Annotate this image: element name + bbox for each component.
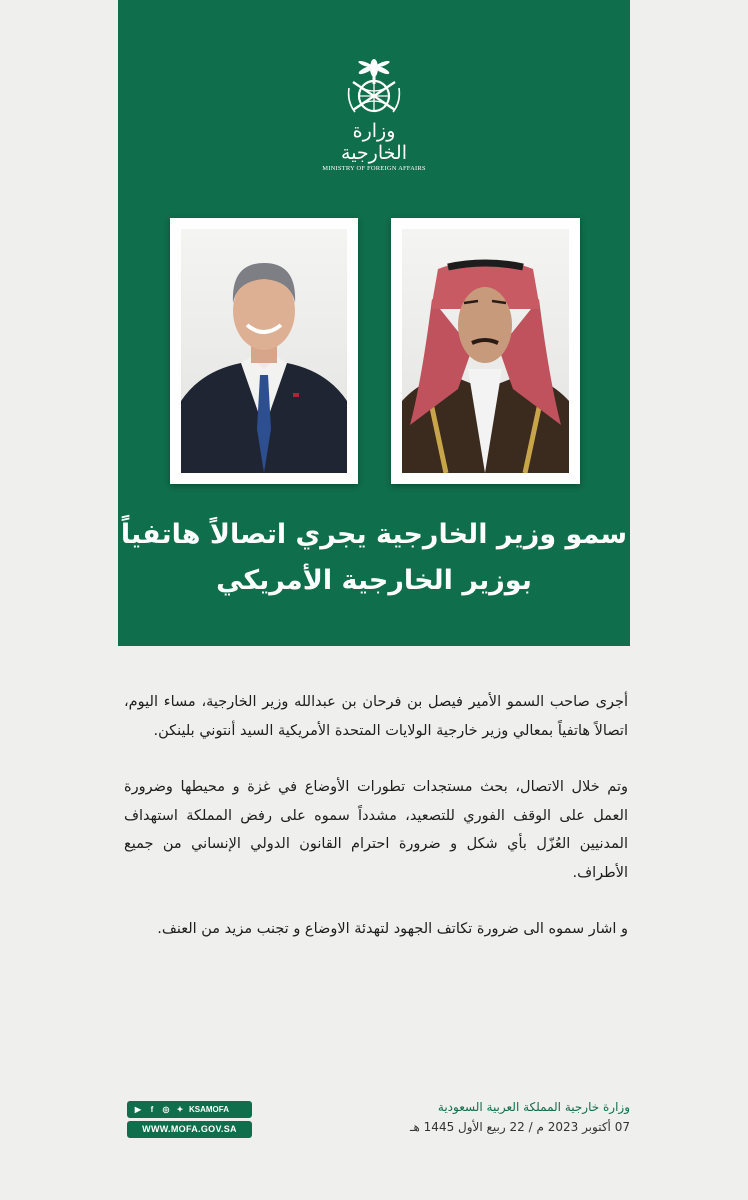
emblem-icon <box>343 58 405 122</box>
facebook-icon[interactable]: f <box>150 1104 154 1114</box>
paragraph-3: و اشار سموه الى ضرورة تكاتف الجهود لتهدئة الاوضاع و تجنب مزيد من العنف. <box>157 921 628 937</box>
photo-frame-saudi-minister <box>391 218 580 484</box>
footer-ministry-name: وزارة خارجية المملكة العربية السعودية <box>437 1100 630 1114</box>
portrait-us-secretary <box>181 229 347 473</box>
headline-line-1: سمو وزير الخارجية يجري اتصالاً هاتفياً <box>120 519 628 550</box>
website-link[interactable]: WWW.MOFA.GOV.SA <box>127 1121 252 1138</box>
youtube-icon[interactable]: ▶ <box>134 1104 142 1114</box>
footer-contact <box>127 1101 252 1138</box>
paragraph-2: وتم خلال الاتصال، بحث مستجدات تطورات الأوضاع في غزة و محيطها وضرورة العمل على الوقف الفوري للتصعيد، مشدداً سموه على رفض المملكة استهداف المدنيين العُزّل بأي شكل و ضرورة احترام القانون الدولي الإنساني من جميع الأطراف. <box>124 779 628 881</box>
ministry-logo <box>320 58 428 172</box>
headline <box>118 512 630 604</box>
logo-arabic-text: وزارة الخارجية <box>341 120 407 164</box>
social-handle[interactable]: KSAMOFA <box>189 1105 229 1114</box>
footer-date: 07 أكتوبر 2023 م / 22 ربيع الأول 1445 هـ <box>410 1120 630 1134</box>
headline-line-2: بوزير الخارجية الأمريكي <box>216 565 532 596</box>
paragraph-1: أجرى صاحب السمو الأمير فيصل بن فرحان بن عبدالله وزير الخارجية، مساء اليوم، اتصالاً هاتفياً بمعالي وزير خارجية الولايات المتحدة الأمريكية السيد أنتوني بلينكن. <box>124 694 628 739</box>
photo-frame-us-secretary <box>170 218 358 484</box>
social-bar <box>127 1101 252 1118</box>
twitter-icon[interactable]: ✦ <box>176 1104 184 1114</box>
instagram-icon[interactable]: ◎ <box>162 1104 170 1114</box>
article-body <box>124 688 628 972</box>
footer-ministry-info <box>350 1097 630 1137</box>
portrait-saudi-minister <box>402 229 569 473</box>
logo-english-text: MINISTRY OF FOREIGN AFFAIRS <box>322 165 426 172</box>
